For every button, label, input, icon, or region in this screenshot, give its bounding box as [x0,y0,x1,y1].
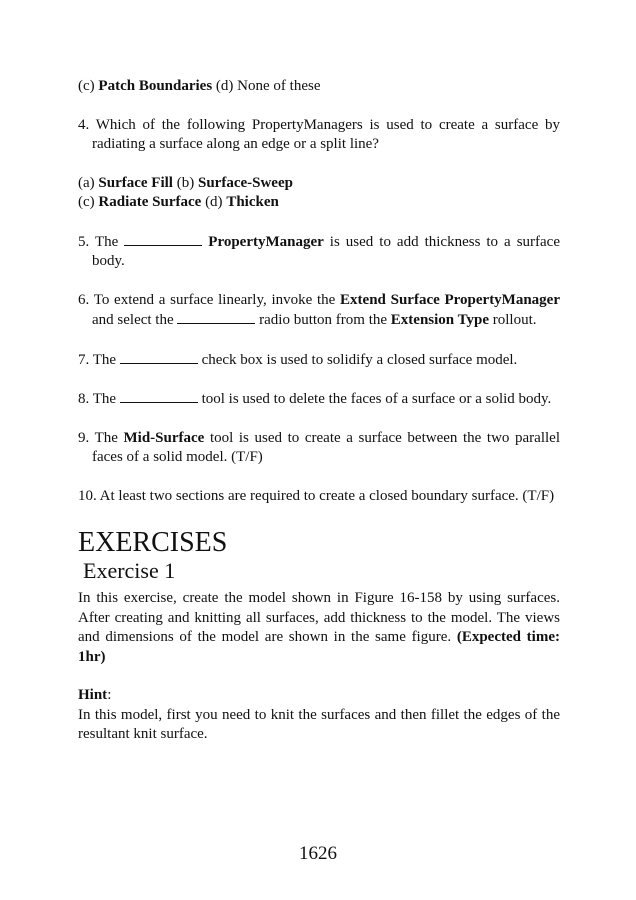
fill-in-blank [120,350,198,364]
q3-options-line2 [78,77,560,97]
hint-colon: : [107,687,112,703]
option-c-prefix: (c) [78,78,99,94]
q9-text-after: tool is used to create a surface between the two parallel faces of a solid model. (T/F) [92,429,560,465]
q6-text-after-blank: radio button from the [255,312,391,328]
question-5 [78,232,560,272]
spacer [78,331,560,350]
q6-text-before: 6. To extend a surface linearly, invoke the [78,291,341,308]
question-8 [78,389,560,410]
spacer [78,667,560,686]
page-content [78,77,560,745]
fill-in-blank [124,232,202,246]
question-10: 10. At least two sections are required to create a closed boundary surface. (T/F) [78,487,555,504]
fill-in-blank [120,389,198,403]
q9-text-before: 9. The [78,429,124,446]
option-d-text: Thicken [226,194,279,210]
question-4: 4. Which of the following PropertyManagers is used to create a surface by radiating a surface along an edge or a split line? [78,116,560,152]
hint-label-line [78,686,560,706]
spacer [78,97,560,116]
option-c-text: Patch Boundaries [98,78,213,94]
spacer [78,410,560,429]
option-a-prefix: (a) [78,174,99,191]
q4-options-line2 [78,193,560,213]
q5-bold-term: PropertyManager [208,233,324,250]
q7-text-after: check box is used to solidify a closed surface model. [197,351,518,368]
option-c-text: Radiate Surface [98,194,202,210]
q4-options-line1 [78,174,560,194]
fill-in-blank [177,310,255,324]
exercise-1-body [78,589,560,667]
spacer [78,213,560,232]
q6-bold-term-2: Extension Type [390,312,489,328]
q5-text-after: is used to add thickness to a surface body. [92,233,560,269]
page-number: 1626 [299,843,337,864]
hint-label: Hint [78,687,108,703]
option-d-prefix: (d) [201,194,227,210]
q5-text-before: 5. The [78,233,125,250]
question-6 [78,291,560,331]
option-b-text: Surface-Sweep [197,174,293,191]
question-9 [78,429,560,468]
option-d-prefix: (d) [212,78,238,94]
spacer [78,370,560,389]
q8-text-before: 8. The [78,391,120,407]
spacer [78,468,560,487]
expected-time: (Expected time: 1hr) [78,629,560,665]
spacer [78,272,560,291]
q7-text-before: 7. The [78,351,120,368]
option-c-prefix: (c) [78,194,99,210]
q6-text-after: rollout. [489,312,537,328]
option-a-text: Surface Fill [98,174,173,191]
exercise-1-text: In this exercise, create the model shown in Figure 16-158 by using surfaces. After creating and knitting all surfaces, add thickness to the model. The views and dimensions of the model are shown in the same figure. [78,590,560,645]
q8-text-after: tool is used to delete the faces of a surface or a solid body. [197,391,552,407]
q6-text-middle: and select the [92,312,178,328]
spacer [78,155,560,174]
q9-bold-term: Mid-Surface [123,429,205,446]
exercises-heading: EXERCISES [78,527,228,558]
option-d-text: None of these [237,78,321,94]
question-7 [78,350,560,371]
option-b-prefix: (b) [172,174,198,191]
exercise-1-heading: Exercise 1 [83,558,176,583]
q6-bold-term-1: Extend Surface PropertyManager [340,291,561,308]
hint-text: In this model, first you need to knit the surfaces and then fillet the edges of the resultant knit surface. [78,706,560,742]
